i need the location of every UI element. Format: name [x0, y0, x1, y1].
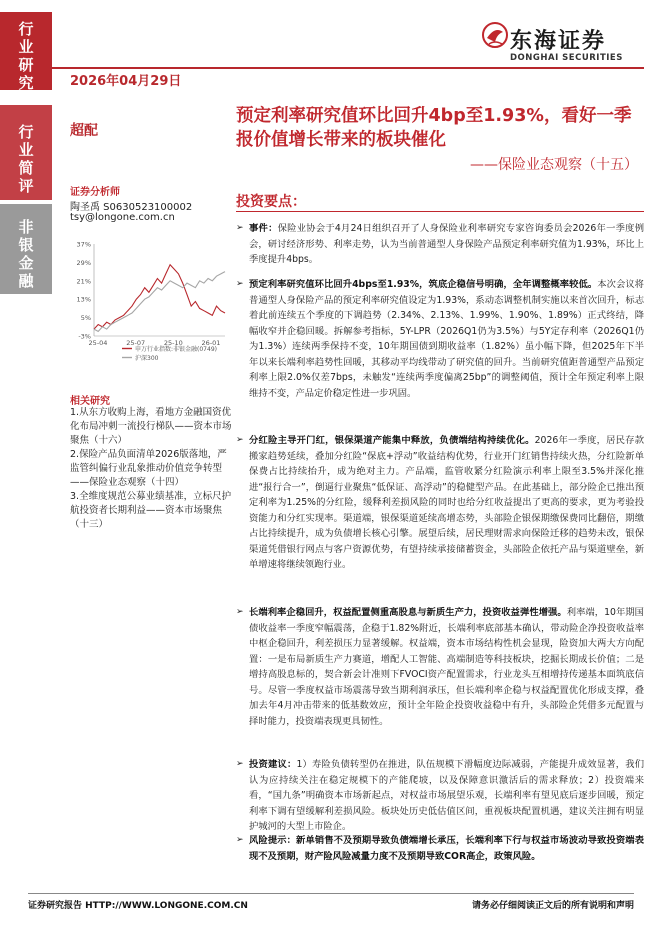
- arrow-bullet-icon: ➢: [236, 835, 244, 845]
- side-tab-industry-research: [0, 12, 52, 90]
- footer-left[interactable]: 证券研究报告 HTTP://WWW.LONGONE.COM.CN: [28, 901, 248, 911]
- report-title: 预定利率研究值环比回升4bp至1.93%，看好一季报价值增长带来的板块催化: [236, 106, 632, 150]
- invest-point-advice: [236, 757, 644, 835]
- arrow-bullet-icon: ➢: [236, 759, 244, 769]
- logo-text-en: DONGHAI SECURITIES: [510, 53, 623, 63]
- related-item[interactable]: 1.从东方收购上海，看地方金融国资优化布局冲刺一流投行梯队——资本市场聚焦（十六）: [70, 407, 232, 446]
- side-tab-sector: [0, 204, 52, 294]
- point-bold: 预定利率研究值环比回升4bps至1.93%，筑底企稳信号明确，全年调整概率较低。: [249, 279, 598, 290]
- side-tab-label: 非银金融: [18, 218, 34, 290]
- x-tick-label: 25-10: [163, 339, 183, 347]
- y-tick-label: 21%: [76, 277, 91, 286]
- y-tick-label: -3%: [78, 332, 91, 341]
- point-text: 利率端，10年期国债收益率一季度窄幅震荡，企稳于1.82%附近，长端利率底部基本确认，带动险企净投资收益率中枢企稳回升，利差损压力显著缓解。权益端，资本市场结构性机会显现，险资加大两大方向配置：一是布局新质生产力赛道，增配人工智能、高端制造等科技板块，挖掘长期成长价值；二是增持高股息标的，契合新会计准则下FVOCI资产配置需求，行业龙头互相增持传递基本面筑底信号。尽管一季度权益市场震荡导致当期利润承压，但长端利率企稳与权益配置优化形成支撑，叠加去年4月冲击带来的低基数效应，预计全年险企投资收益稳中有升，头部险企凭借多元配置与择时能力，投资端表现更具韧性。: [249, 607, 644, 727]
- invest-heading: 投资要点：: [236, 194, 306, 210]
- arrow-bullet-icon: ➢: [236, 435, 244, 445]
- analyst-email: tsy@longone.com.cn: [70, 212, 175, 223]
- series-line-0: [94, 265, 225, 329]
- side-tab-label: 行业研究: [18, 20, 34, 92]
- legend-label: 申万行业指数:非银金融(0749): [135, 346, 217, 353]
- point-bold: 事件：: [249, 223, 278, 234]
- donghai-logo-icon: [480, 18, 510, 52]
- related-item[interactable]: 2.保险产品负面清单2026版落地，严监管纠偏行业乱象推动价值竞争转型——保险业态观察（十四）: [70, 449, 227, 488]
- point-bold: 风险提示：新单销售不及预期导致负债端增长承压，长端利率下行与权益市场波动导致投资端表现不及预期，财产险风险减量力度不及预期导致COR高企，政策风险。: [249, 835, 644, 862]
- y-tick-label: 37%: [76, 240, 91, 249]
- legend-label: 沪深300: [135, 355, 159, 362]
- invest-point-dividend: [236, 433, 644, 573]
- arrow-bullet-icon: ➢: [236, 279, 244, 289]
- header-rule: [52, 67, 644, 69]
- y-tick-label: 13%: [76, 295, 91, 304]
- related-heading: 相关研究: [70, 396, 110, 407]
- logo-text-cn: 东海证券: [510, 29, 607, 54]
- report-subtitle: ——保险业态观察（十五）: [470, 157, 638, 173]
- invest-point-allocation: [236, 605, 644, 729]
- y-tick-label: 29%: [76, 258, 91, 267]
- footer-right: 请务必仔细阅读正文后的所有说明和声明: [471, 901, 634, 911]
- analyst-heading: 证券分析师: [70, 187, 120, 198]
- side-tab-industry-brief: [0, 105, 52, 200]
- invest-point-risk: [236, 833, 644, 864]
- x-tick-label: 26-01: [201, 339, 221, 347]
- invest-rule: [236, 211, 644, 212]
- arrow-bullet-icon: ➢: [236, 607, 244, 617]
- related-list: [70, 406, 236, 532]
- rating-label: 超配: [70, 123, 98, 139]
- invest-point-event: [236, 221, 644, 268]
- x-tick-label: 25-04: [88, 339, 108, 347]
- arrow-bullet-icon: ➢: [236, 223, 244, 233]
- invest-point-rate: [236, 277, 644, 401]
- report-date: 2026年04月29日: [70, 74, 182, 89]
- point-text: 本次会议将普通型人身保险产品的预定利率研究值设定为1.93%，系动态调整机制实施以来首次回升，标志着此前连续五个季度的下调趋势（2.34%、2.13%、1.99%、1.90%、1.89%）正式终结，降幅收窄并企稳回暖。拆解参考指标，5Y-LPR（2026Q1仍为3.5%）与5Y定存利率（2026Q1仍为1.3%）连续两季保持不变，10年期国债到期收益率（1.82%）虽小幅下降，但2025年下半年以来长端利率趋势性回暖，其移动平均线带动了研究值的回升。当前研究值距普通型产品预定利率上限2.0%仅差7bps，未触发“连续两季度偏离25bp”的调整阈值，预计全年预定利率上限维持不变，产品定价稳定性进一步巩固。: [249, 279, 644, 399]
- point-text: 1）寿险负债转型仍在推进，队伍规模下滑幅度边际减弱，产能提升成效显著，我们认为应持续关注在稳定规模下的产能爬坡，以及保障意识激活后的需求释放；2）投资端来看，“国九条”明确资本市场新起点，对权益市场展望乐观，长端利率有望见底后逐步回暖，预定利率下调有望缓解利差损风险。板块处历史低估值区间，重视板块配置机遇，建议关注拥有明显护城河的大型上市险企。: [249, 759, 644, 832]
- side-tab-label: 行业简评: [18, 123, 34, 195]
- point-bold: 分红险主导开门红，银保渠道产能集中释放，负债端结构持续优化。: [249, 435, 535, 446]
- related-item[interactable]: 3.全维度规范公募业绩基准，立标尺护航投资者长期利益——资本市场聚焦（十三）: [70, 491, 232, 530]
- point-bold: 长端利率企稳回升，权益配置侧重高股息与新质生产力，投资收益弹性增强。: [249, 607, 567, 618]
- point-text: 保险业协会于4月24日组织召开了人身保险业利率研究专家咨询委员会2026年一季度例会，研讨经济形势、利率走势，认为当前普通型人身保险产品预定利率研究值为1.93%，环比上季度提升4bps。: [249, 223, 644, 265]
- performance-chart: [70, 238, 230, 376]
- point-text: 2026年一季度，居民存款搬家趋势延续，叠加分红险“保底+浮动”收益结构优势，行业开门红销售持续火热，分红险新单保费占比持续抬升，成为绝对主力。产品端，监管收紧分红险演示利率上限至3.5%并深化推进“报行合一”，倒逼行业聚焦“低保证、高浮动”的稳健型产品。在此基础上，部分险企已推出预定利率为1.25%的分红险，缓释利差损风险的同时也给分红收益提出了更高的要求，更为考验投资能力和分红实现率。渠道端，银保渠道延续高增态势，头部险企银保期缴保费同比翻倍，期缴占比持续提升，成为负债增长核心引擎。展望后续，居民理财需求向保险迁移的趋势未改，银保渠道凭借银行网点与客户资源优势，有望持续承接储蓄资金，头部险企依托产品与渠道壁垒，新单增速将继续领跑行业。: [249, 435, 644, 570]
- y-tick-label: 5%: [80, 314, 91, 323]
- analyst-name: 陶圣禹 S0630523100002: [70, 202, 193, 213]
- x-tick-label: 25-07: [126, 339, 146, 347]
- point-bold: 投资建议：: [249, 759, 297, 770]
- footer-rule: [28, 893, 634, 894]
